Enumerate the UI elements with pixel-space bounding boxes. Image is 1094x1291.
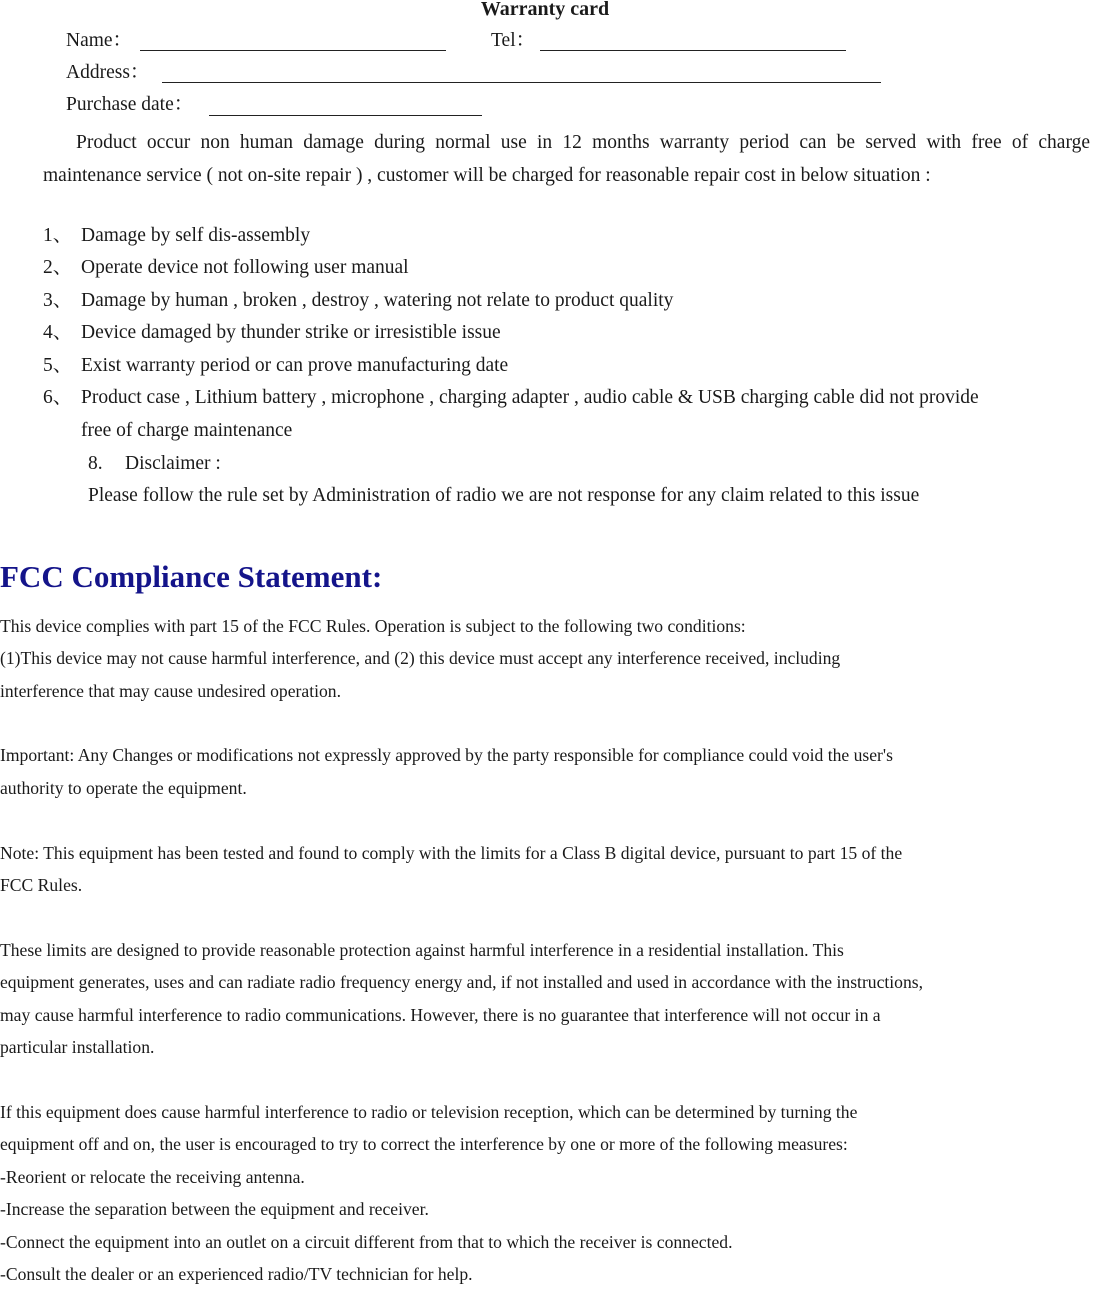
name-label: Name： [66,30,133,51]
purchase-date-label: Purchase date： [66,94,194,115]
list-item-number: 5、 [43,355,73,376]
name-field-line[interactable] [140,50,446,51]
fcc-line: Important: Any Changes or modifications not expressly approved by the party responsible for compliance could void the user's [0,745,893,765]
disclaimer-text: Please follow the rule set by Administration of radio we are not response for any claim related to this issue [88,485,920,506]
tel-label: Tel： [491,30,536,51]
fcc-line: Note: This equipment has been tested and found to comply with the limits for a Class B digital device, pursuant to part 15 of the [0,843,903,863]
fcc-line: -Increase the separation between the equipment and receiver. [0,1199,429,1219]
list-item-text: Operate device not following user manual [81,257,409,278]
warranty-paragraph: Product occur non human damage during normal use in 12 months warranty period can be served with free of charge maintenance service ( not on-site repair ) , customer will be charged for reasonable repair cost in below situation : [43,132,1090,186]
fcc-line: FCC Rules. [0,875,83,895]
fcc-line: If this equipment does cause harmful interference to radio or television reception, which can be determined by turning the [0,1102,858,1122]
disclaimer-label: Disclaimer : [125,453,221,474]
fcc-line: -Reorient or relocate the receiving antenna. [0,1167,305,1187]
list-item-text: Exist warranty period or can prove manufacturing date [81,355,509,376]
fcc-line: particular installation. [0,1037,155,1057]
fcc-line: These limits are designed to provide reasonable protection against harmful interference in a residential installation. This [0,940,844,960]
list-item-text: Damage by human , broken , destroy , watering not relate to product quality [81,290,674,311]
list-item-number: 1、 [43,225,73,246]
fcc-line: equipment generates, uses and can radiate radio frequency energy and, if not installed and used in accordance with the instructions, [0,972,924,992]
list-item-number: 6、 [43,387,73,408]
fcc-line: (1)This device may not cause harmful interference, and (2) this device must accept any interference received, including [0,648,841,668]
address-label: Address： [66,62,150,83]
warranty-title: Warranty card [480,0,610,20]
list-item-number: 3、 [43,290,73,311]
fcc-heading: FCC Compliance Statement: [0,559,383,594]
fcc-line: This device complies with part 15 of the FCC Rules. Operation is subject to the following two conditions: [0,616,746,636]
fcc-line: -Consult the dealer or an experienced radio/TV technician for help. [0,1264,473,1284]
fcc-line: interference that may cause undesired operation. [0,681,341,701]
list-item-text: Product case , Lithium battery , microphone , charging adapter , audio cable & USB charging cable did not provide [81,387,979,408]
address-field-line[interactable] [162,82,881,83]
list-item-text: Device damaged by thunder strike or irresistible issue [81,322,501,343]
fcc-line: -Connect the equipment into an outlet on a circuit different from that to which the receiver is connected. [0,1232,733,1252]
list-item-number: 4、 [43,322,73,343]
disclaimer-number: 8. [88,453,103,474]
fcc-line: may cause harmful interference to radio communications. However, there is no guarantee that interference will not occur in a [0,1005,881,1025]
list-item-text: Damage by self dis-assembly [81,225,311,246]
fcc-line: authority to operate the equipment. [0,778,247,798]
tel-field-line[interactable] [540,50,846,51]
fcc-line: equipment off and on, the user is encouraged to try to correct the interference by one or more of the following measures: [0,1134,848,1154]
list-item-number: 2、 [43,257,73,278]
purchase-date-field-line[interactable] [209,115,482,116]
list-item-continuation: free of charge maintenance [81,420,293,441]
